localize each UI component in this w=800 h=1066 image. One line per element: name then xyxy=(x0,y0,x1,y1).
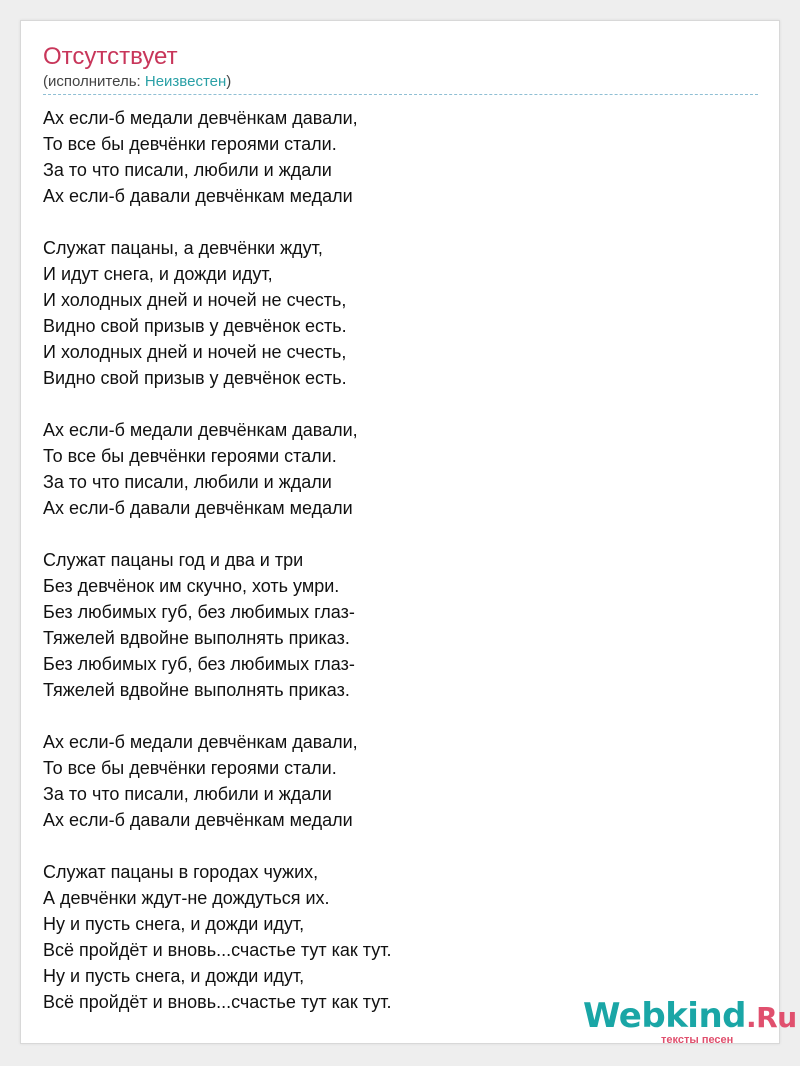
lyric-line: Без любимых губ, без любимых глаз- xyxy=(43,602,355,622)
lyric-line: Тяжелей вдвойне выполнять приказ. xyxy=(43,680,350,700)
lyric-line: И идут снега, и дожди идут, xyxy=(43,264,273,284)
stanza xyxy=(43,729,391,833)
header-divider xyxy=(43,94,758,95)
lyric-line: Тяжелей вдвойне выполнять приказ. xyxy=(43,628,350,648)
lyric-line: Ах если-б медали девчёнкам давали, xyxy=(43,108,358,128)
site-logo[interactable] xyxy=(583,996,797,1046)
artist-suffix: ) xyxy=(226,73,232,90)
stanza xyxy=(43,417,391,521)
lyric-line: Ах если-б давали девчёнкам медали xyxy=(43,498,353,518)
lyric-line: И холодных дней и ночей не счесть, xyxy=(43,290,347,310)
lyric-line: То все бы девчёнки героями стали. xyxy=(43,134,337,154)
lyric-line: Ах если-б медали девчёнкам давали, xyxy=(43,420,358,440)
stanza xyxy=(43,235,391,391)
artist-prefix: (исполнитель: xyxy=(43,73,145,90)
lyric-line: А девчёнки ждут-не дождуться их. xyxy=(43,888,330,908)
stanza xyxy=(43,105,391,209)
lyrics-body xyxy=(43,105,391,1041)
lyric-line: Ах если-б давали девчёнкам медали xyxy=(43,810,353,830)
lyric-line: То все бы девчёнки героями стали. xyxy=(43,446,337,466)
lyric-line: Видно свой призыв у девчёнок есть. xyxy=(43,316,347,336)
lyric-line: Ах если-б давали девчёнкам медали xyxy=(43,186,353,206)
artist-link[interactable]: Неизвестен xyxy=(144,73,227,90)
lyric-line: Всё пройдёт и вновь...счастье тут как тут. xyxy=(43,940,392,960)
lyric-line: За то что писали, любили и ждали xyxy=(43,160,332,180)
logo-tagline: тексты песен xyxy=(661,1034,734,1046)
lyric-line: Ах если-б медали девчёнкам давали, xyxy=(43,732,358,752)
logo-tld: .Ru xyxy=(746,1001,797,1034)
artist-line xyxy=(43,73,231,91)
lyric-line: Без девчёнок им скучно, хоть умри. xyxy=(43,576,340,596)
lyric-line: То все бы девчёнки героями стали. xyxy=(43,758,337,778)
logo-main-text: Webkind xyxy=(583,996,746,1036)
stanza xyxy=(43,547,391,703)
lyric-line: Без любимых губ, без любимых глаз- xyxy=(43,654,355,674)
lyric-line: Видно свой призыв у девчёнок есть. xyxy=(43,368,347,388)
lyric-line: Ну и пусть снега, и дожди идут, xyxy=(43,914,305,934)
lyric-line: И холодных дней и ночей не счесть, xyxy=(43,342,347,362)
stanza xyxy=(43,859,391,1015)
song-title: Отсутствует xyxy=(43,43,178,70)
lyric-line: Служат пацаны, а девчёнки ждут, xyxy=(43,238,323,258)
lyric-line: Всё пройдёт и вновь...счастье тут как тут. xyxy=(43,992,392,1012)
logo-wordmark xyxy=(583,996,797,1038)
lyrics-card xyxy=(20,20,797,1046)
lyric-line: Служат пацаны год и два и три xyxy=(43,550,304,570)
lyric-line: За то что писали, любили и ждали xyxy=(43,784,332,804)
lyric-line: Служат пацаны в городах чужих, xyxy=(43,862,319,882)
lyric-line: За то что писали, любили и ждали xyxy=(43,472,332,492)
lyric-line: Ну и пусть снега, и дожди идут, xyxy=(43,966,305,986)
